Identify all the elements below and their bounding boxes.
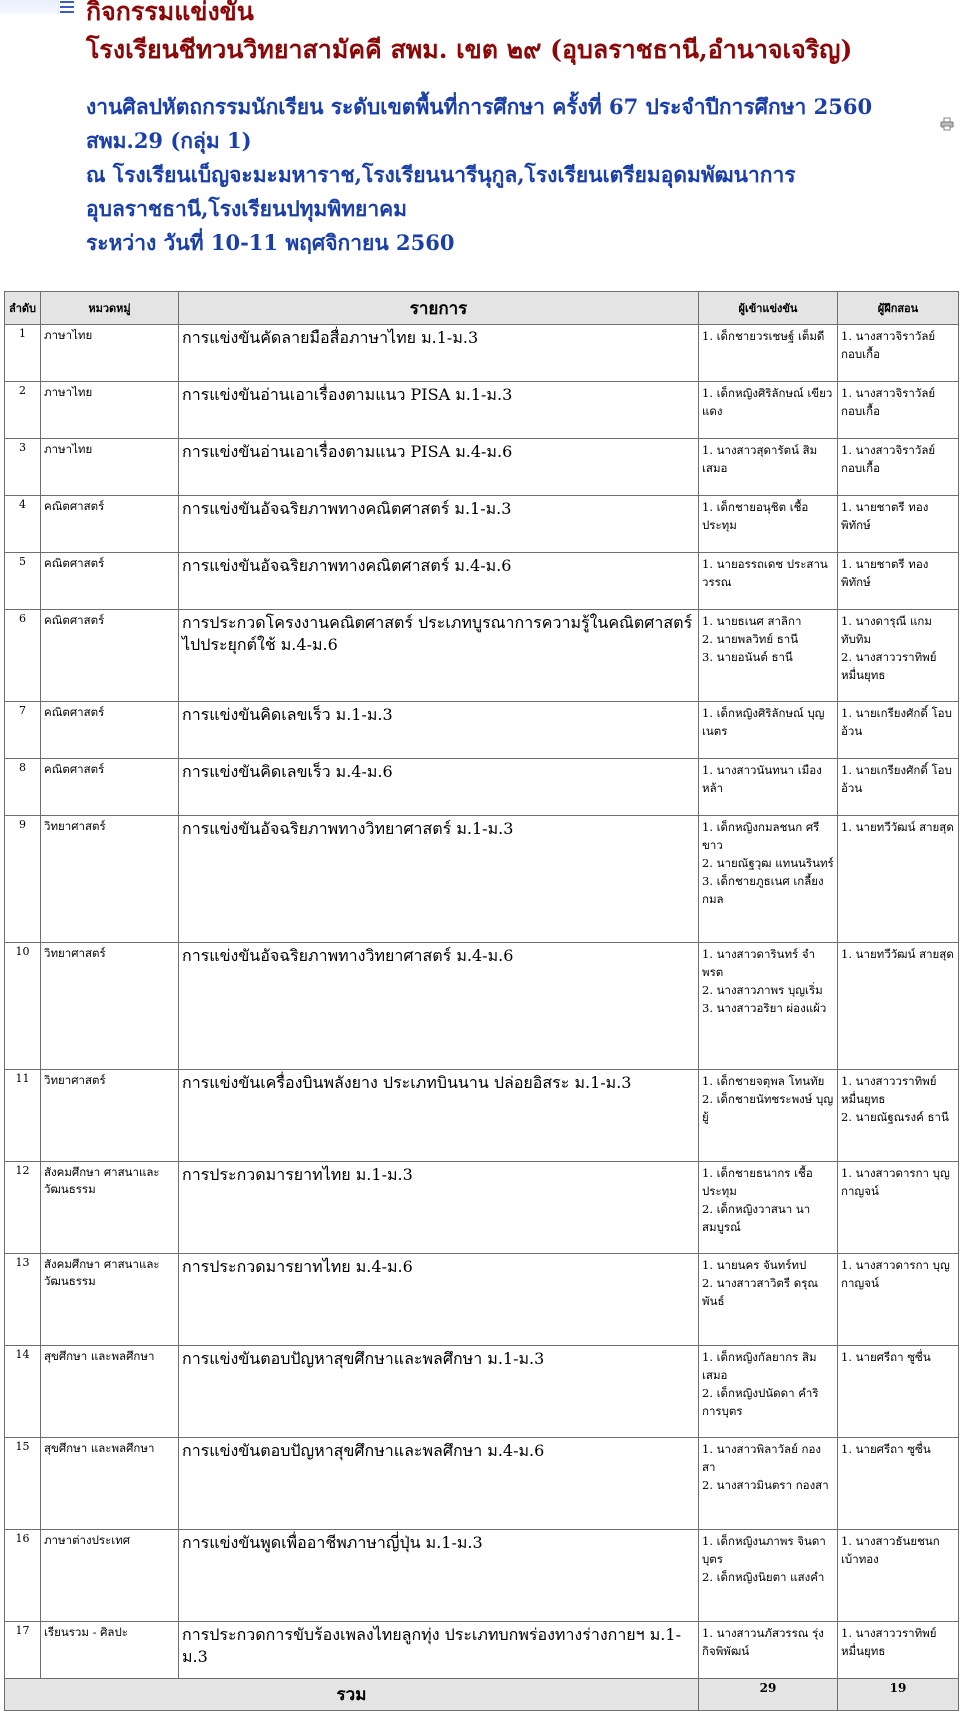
row-competitors [699, 496, 838, 553]
trainer-name: 1. นางสาวจิราวัลย์ กอบเกื้อ [841, 329, 936, 361]
trainers-total: 19 [838, 1679, 959, 1711]
row-competitors [699, 1622, 838, 1679]
competitor-name: 1. เด็กชายธนากร เชื้อประทุม [702, 1166, 813, 1198]
row-category: คณิตศาสตร์ [41, 610, 179, 702]
row-trainers [838, 1438, 959, 1530]
table-row [5, 1530, 959, 1622]
competitor-name: 3. นายอนันต์ ธานี [702, 650, 793, 664]
row-category: คณิตศาสตร์ [41, 496, 179, 553]
row-trainers [838, 1622, 959, 1679]
competitor-name: 3. เด็กชายภูธเนศ เกลี้ยงกมล [702, 874, 824, 906]
row-number: 9 [5, 816, 41, 943]
trainer-name: 1. นายชาตรี ทองพิทักษ์ [841, 500, 929, 532]
trainer-name: 2. นายณัฐณรงค์ ธานี [841, 1110, 949, 1124]
competitor-name: 1. นายธเนศ สาลิกา [702, 614, 802, 628]
trainer-name: 1. นายศรีถา ซูซื่น [841, 1350, 931, 1364]
row-competitors [699, 439, 838, 496]
competitor-name: 1. นางสาวนันทนา เมืองหล้า [702, 763, 822, 795]
event-line: ระหว่าง วันที่ 10-11 พฤศจิกายน 2560 [86, 230, 455, 255]
row-category: ภาษาไทย [41, 325, 179, 382]
row-number: 14 [5, 1346, 41, 1438]
row-category: สังคมศึกษา ศาสนาและวัฒนธรรม [41, 1162, 179, 1254]
competitor-name: 2. เด็กหญิงวาสนา นาสมบูรณ์ [702, 1202, 811, 1234]
row-trainers [838, 439, 959, 496]
event-line: อุบลราชธานี,โรงเรียนปทุมพิทยาคม [86, 196, 408, 221]
row-competitors [699, 702, 838, 759]
row-number: 10 [5, 943, 41, 1070]
row-item: การแข่งขันคิดเลขเร็ว ม.4-ม.6 [179, 759, 699, 816]
row-number: 15 [5, 1438, 41, 1530]
table-row [5, 553, 959, 610]
row-category: คณิตศาสตร์ [41, 553, 179, 610]
table-row [5, 1254, 959, 1346]
row-trainers [838, 759, 959, 816]
table-row [5, 943, 959, 1070]
school-name: โรงเรียนชีทวนวิทยาสามัคคี สพม. เขต ๒๙ (อุบลราชธานี,อำนาจเจริญ) [86, 35, 853, 64]
row-competitors [699, 816, 838, 943]
event-info [86, 90, 872, 260]
row-item: การแข่งขันตอบปัญหาสุขศึกษาและพลศึกษา ม.1-ม.3 [179, 1346, 699, 1438]
row-category: วิทยาศาสตร์ [41, 1070, 179, 1162]
row-trainers [838, 1346, 959, 1438]
row-number: 5 [5, 553, 41, 610]
trainer-name: 1. นางสาววราทิพย์ หมื่นยุทธ [841, 1626, 937, 1658]
col-header-item: รายการ [179, 292, 699, 325]
table-row [5, 1162, 959, 1254]
row-trainers [838, 702, 959, 759]
row-item: การประกวดโครงงานคณิตศาสตร์ ประเภทบูรณาการความรู้ในคณิตศาสตร์ไปประยุกต์ใช้ ม.4-ม.6 [179, 610, 699, 702]
row-item: การแข่งขันคิดเลขเร็ว ม.1-ม.3 [179, 702, 699, 759]
row-trainers [838, 382, 959, 439]
table-header-row [5, 292, 959, 325]
col-header-competitors: ผู้เข้าแข่งขัน [699, 292, 838, 325]
event-line: งานศิลปหัตถกรรมนักเรียน ระดับเขตพื้นที่การศึกษา ครั้งที่ 67 ประจำปีการศึกษา 2560 [86, 94, 873, 119]
trainer-name: 1. นางสาวดารกา บุญกาญจน์ [841, 1258, 950, 1290]
row-number: 8 [5, 759, 41, 816]
table-row [5, 1346, 959, 1438]
row-category: สุขศึกษา และพลศึกษา [41, 1346, 179, 1438]
row-number: 7 [5, 702, 41, 759]
row-trainers [838, 816, 959, 943]
page-title: กิจกรรมแข่งขัน [86, 0, 254, 26]
competitor-name: 1. เด็กหญิงศิริลักษณ์ บุญเนตร [702, 706, 825, 738]
row-category: เรียนรวม - ศิลปะ [41, 1622, 179, 1679]
row-item: การแข่งขันอ่านเอาเรื่องตามแนว PISA ม.4-ม.6 [179, 439, 699, 496]
row-category: สังคมศึกษา ศาสนาและวัฒนธรรม [41, 1254, 179, 1346]
col-header-trainers: ผู้ฝึกสอน [838, 292, 959, 325]
table-row [5, 816, 959, 943]
printer-icon[interactable] [940, 117, 954, 131]
row-number: 11 [5, 1070, 41, 1162]
trainer-name: 1. นางดารุณี แกมทับทิม [841, 614, 932, 646]
table-row [5, 1622, 959, 1679]
competitor-name: 1. นายนคร จันทร์ทป [702, 1258, 807, 1272]
row-item: การประกวดการขับร้องเพลงไทยลูกทุ่ง ประเภทบกพร่องทางร่างกายฯ ม.1-ม.3 [179, 1622, 699, 1679]
competitor-name: 2. นางสาวภาพร บุญเริ่ม [702, 983, 823, 997]
row-competitors [699, 1438, 838, 1530]
row-trainers [838, 553, 959, 610]
menu-icon[interactable] [60, 1, 74, 15]
row-category: สุขศึกษา และพลศึกษา [41, 1438, 179, 1530]
table-row [5, 759, 959, 816]
row-category: ภาษาต่างประเทศ [41, 1530, 179, 1622]
competitor-name: 1. เด็กชายอนุชิต เชื้อประทุม [702, 500, 809, 532]
row-item: การแข่งขันอ่านเอาเรื่องตามแนว PISA ม.1-ม.3 [179, 382, 699, 439]
competitor-name: 1. นางสาวดารินทร์ จำพรต [702, 947, 816, 979]
competitor-name: 1. นางสาวพิลาวัลย์ กองสา [702, 1442, 821, 1474]
competitor-name: 1. เด็กหญิงศิริลักษณ์ เขียวแดง [702, 386, 833, 418]
row-category: คณิตศาสตร์ [41, 702, 179, 759]
row-number: 6 [5, 610, 41, 702]
row-category: ภาษาไทย [41, 382, 179, 439]
trainer-name: 2. นางสาววราทิพย์ หมื่นยุทธ [841, 650, 937, 682]
row-number: 3 [5, 439, 41, 496]
trainer-name: 1. นางสาวจิราวัลย์ กอบเกื้อ [841, 386, 936, 418]
competitor-name: 1. เด็กชายจตุพล โทนทัย [702, 1074, 825, 1088]
col-header-category: หมวดหมู่ [41, 292, 179, 325]
table-row [5, 610, 959, 702]
event-line: ณ โรงเรียนเบ็ญจะมะมหาราช,โรงเรียนนารีนุกูล,โรงเรียนเตรียมอุดมพัฒนาการ [86, 162, 796, 187]
row-number: 12 [5, 1162, 41, 1254]
competitor-name: 2. นายณัฐวุฒ แทนนรินทร์ [702, 856, 834, 870]
competitor-name: 2. นางสาวสาวิตรี ดรุณพันธ์ [702, 1276, 819, 1308]
row-item: การแข่งขันคัดลายมือสื่อภาษาไทย ม.1-ม.3 [179, 325, 699, 382]
row-number: 2 [5, 382, 41, 439]
row-competitors [699, 553, 838, 610]
row-category: ภาษาไทย [41, 439, 179, 496]
row-competitors [699, 1070, 838, 1162]
competitor-name: 1. เด็กหญิงนภาพร จินดาบุตร [702, 1534, 826, 1566]
row-item: การแข่งขันตอบปัญหาสุขศึกษาและพลศึกษา ม.4-ม.6 [179, 1438, 699, 1530]
total-label: รวม [5, 1679, 699, 1711]
row-number: 1 [5, 325, 41, 382]
site-logo-icon [0, 0, 59, 14]
table-row [5, 439, 959, 496]
row-competitors [699, 1254, 838, 1346]
competitor-name: 2. เด็กหญิงปนัดดา คำริการบุตร [702, 1386, 819, 1418]
row-item: การประกวดมารยาทไทย ม.1-ม.3 [179, 1162, 699, 1254]
row-competitors [699, 382, 838, 439]
row-number: 17 [5, 1622, 41, 1679]
row-item: การประกวดมารยาทไทย ม.4-ม.6 [179, 1254, 699, 1346]
row-competitors [699, 1346, 838, 1438]
competitors-total: 29 [699, 1679, 838, 1711]
competitor-name: 2. เด็กชายนัทชระพงษ์ บุญยู้ [702, 1092, 834, 1124]
row-number: 4 [5, 496, 41, 553]
col-header-no: ลำดับ [5, 292, 41, 325]
competitor-name: 1. เด็กชายวรเชษฐ์ เต็มดี [702, 329, 825, 343]
row-trainers [838, 943, 959, 1070]
trainer-name: 1. นายเกรียงศักดิ์ โอบอ้วน [841, 706, 952, 738]
trainer-name: 1. นางสาววราทิพย์ หมื่นยุทธ [841, 1074, 937, 1106]
table-row [5, 1438, 959, 1530]
trainer-name: 1. นายศรีถา ซูซื่น [841, 1442, 931, 1456]
competitor-name: 2. เด็กหญิงนิยตา แสงคำ [702, 1570, 825, 1584]
row-category: คณิตศาสตร์ [41, 759, 179, 816]
competitor-name: 1. นายอรรถเดช ประสานวรรณ [702, 557, 828, 589]
table-row [5, 325, 959, 382]
row-competitors [699, 325, 838, 382]
row-item: การแข่งขันอัจฉริยภาพทางวิทยาศาสตร์ ม.4-ม.6 [179, 943, 699, 1070]
table-footer-row [5, 1679, 959, 1711]
row-competitors [699, 610, 838, 702]
row-category: วิทยาศาสตร์ [41, 816, 179, 943]
row-trainers [838, 1162, 959, 1254]
row-item: การแข่งขันอัจฉริยภาพทางวิทยาศาสตร์ ม.1-ม.3 [179, 816, 699, 943]
row-competitors [699, 1530, 838, 1622]
table-row [5, 1070, 959, 1162]
competitor-name: 2. นางสาวมินตรา กองสา [702, 1478, 829, 1492]
competitor-name: 1. เด็กหญิงกัลยากร สิมเสมอ [702, 1350, 817, 1382]
trainer-name: 1. นายเกรียงศักดิ์ โอบอ้วน [841, 763, 952, 795]
row-trainers [838, 1530, 959, 1622]
event-line: สพม.29 (กลุ่ม 1) [86, 128, 252, 153]
trainer-name: 1. นางสาวธันยชนก เบ้าทอง [841, 1534, 940, 1566]
trainer-name: 1. นายทวีวัฒน์ สายสุด [841, 947, 954, 961]
row-category: วิทยาศาสตร์ [41, 943, 179, 1070]
row-trainers [838, 1254, 959, 1346]
trainer-name: 1. นายชาตรี ทองพิทักษ์ [841, 557, 929, 589]
row-item: การแข่งขันเครื่องบินพลังยาง ประเภทบินนาน ปล่อยอิสระ ม.1-ม.3 [179, 1070, 699, 1162]
row-item: การแข่งขันอัจฉริยภาพทางคณิตศาสตร์ ม.4-ม.6 [179, 553, 699, 610]
row-competitors [699, 759, 838, 816]
competitor-name: 1. นางสาวสุดารัตน์ สิมเสมอ [702, 443, 818, 475]
row-item: การแข่งขันอัจฉริยภาพทางคณิตศาสตร์ ม.1-ม.3 [179, 496, 699, 553]
competitor-name: 2. นายพลวิทย์ ธานี [702, 632, 799, 646]
row-trainers [838, 325, 959, 382]
trainer-name: 1. นายทวีวัฒน์ สายสุด [841, 820, 954, 834]
row-competitors [699, 1162, 838, 1254]
trainer-name: 1. นางสาวดารกา บุญกาญจน์ [841, 1166, 950, 1198]
row-number: 16 [5, 1530, 41, 1622]
row-competitors [699, 943, 838, 1070]
row-trainers [838, 610, 959, 702]
row-trainers [838, 496, 959, 553]
row-item: การแข่งขันพูดเพื่ออาชีพภาษาญี่ปุ่น ม.1-ม.3 [179, 1530, 699, 1622]
table-row [5, 496, 959, 553]
row-trainers [838, 1070, 959, 1162]
table-row [5, 702, 959, 759]
row-number: 13 [5, 1254, 41, 1346]
competitor-name: 1. เด็กหญิงกมลชนก ศรีขาว [702, 820, 820, 852]
competitor-name: 1. นางสาวนภัสวรรณ รุ่งกิจพิพัฒน์ [702, 1626, 824, 1658]
competitor-name: 3. นางสาวอริยา ผ่องแผ้ว [702, 1001, 827, 1015]
page-header [0, 0, 960, 290]
competition-table [4, 291, 959, 1711]
trainer-name: 1. นางสาวจิราวัลย์ กอบเกื้อ [841, 443, 936, 475]
table-row [5, 382, 959, 439]
